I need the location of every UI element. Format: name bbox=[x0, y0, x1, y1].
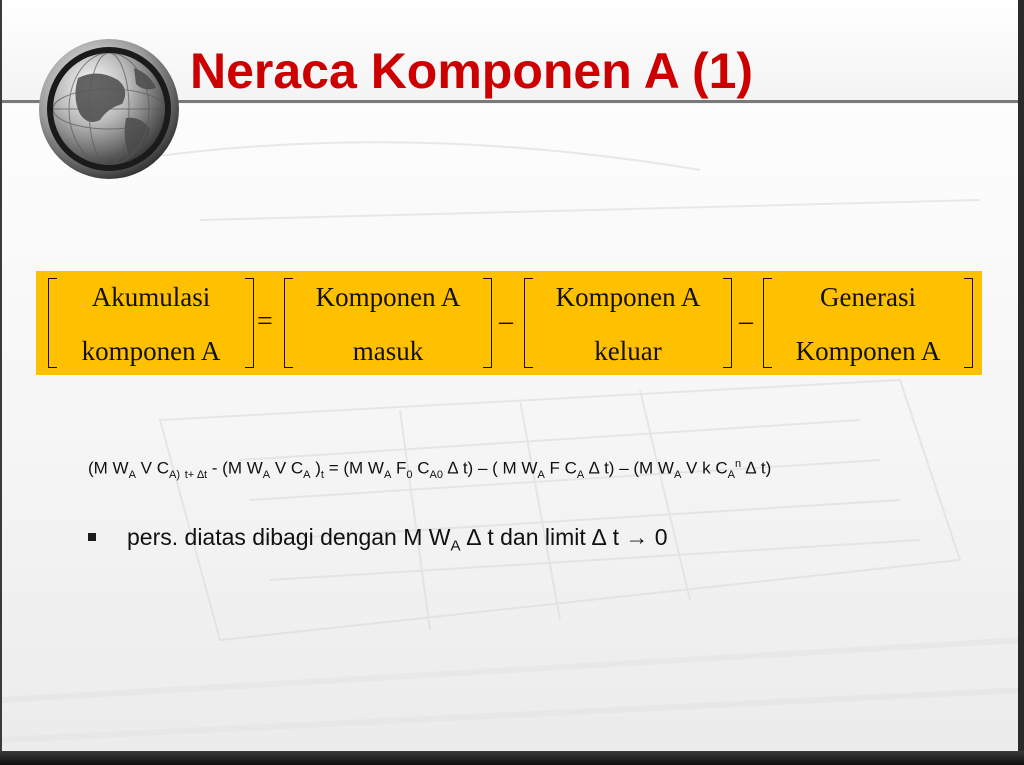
text-segment: ) bbox=[310, 458, 321, 478]
text-segment: C bbox=[412, 458, 430, 478]
frame-right-edge bbox=[1018, 0, 1024, 765]
frame-bottom-edge bbox=[0, 751, 1024, 765]
subscript: A bbox=[576, 469, 585, 482]
subscript: 0 bbox=[406, 469, 413, 482]
subscript: t bbox=[320, 469, 324, 482]
bracket-left bbox=[763, 278, 772, 368]
square-bullet-icon bbox=[88, 533, 96, 541]
matrix-akumulasi bbox=[48, 278, 254, 368]
bracket-right bbox=[483, 278, 492, 368]
bracket-right bbox=[245, 278, 254, 368]
text-segment: (M W bbox=[88, 458, 129, 478]
subscript: A bbox=[673, 469, 682, 482]
subscript: A bbox=[262, 469, 271, 482]
matrix-cell: keluar bbox=[594, 336, 662, 366]
matrix-cell: Komponen A bbox=[795, 336, 941, 366]
subscript: A bbox=[303, 469, 311, 482]
text-segment: F C bbox=[544, 458, 577, 478]
text-segment: = (M W bbox=[323, 458, 384, 478]
page-title: Neraca Komponen A (1) bbox=[190, 43, 754, 99]
text-segment: pers. diatas dibagi dengan M W bbox=[127, 524, 451, 550]
text-segment: ∆ t) – (M W bbox=[584, 458, 674, 478]
text-segment: ∆ t) bbox=[741, 458, 772, 478]
bracket-right bbox=[964, 278, 973, 368]
matrix-cell: Komponen A bbox=[555, 282, 701, 312]
text-segment: ∆ t) – ( M W bbox=[442, 458, 538, 478]
equals-operator: = bbox=[257, 306, 273, 337]
bullet-text bbox=[127, 524, 668, 555]
subscript: A bbox=[727, 469, 735, 482]
matrix-cell: Akumulasi bbox=[91, 282, 211, 312]
subscript: A bbox=[537, 469, 545, 482]
text-segment: V C bbox=[270, 458, 304, 478]
subscript: A bbox=[128, 469, 136, 482]
subscript: t+ ∆t bbox=[184, 469, 208, 482]
globe-icon bbox=[38, 38, 180, 180]
minus-operator: – bbox=[739, 306, 753, 337]
matrix-cell: Komponen A bbox=[315, 282, 461, 312]
matrix-keluar bbox=[524, 278, 732, 368]
matrix-masuk bbox=[284, 278, 492, 368]
text-segment: - (M W bbox=[207, 458, 263, 478]
bracket-right bbox=[723, 278, 732, 368]
bracket-left bbox=[524, 278, 533, 368]
subscript: A bbox=[450, 537, 461, 555]
text-segment: F bbox=[391, 458, 407, 478]
mass-balance-formula bbox=[88, 458, 771, 481]
subscript: A bbox=[383, 469, 392, 482]
matrix-cell: komponen A bbox=[81, 336, 221, 366]
subscript: A0 bbox=[429, 469, 443, 482]
frame-left-edge bbox=[0, 0, 2, 765]
subscript: A) bbox=[169, 469, 180, 482]
bracket-left bbox=[284, 278, 293, 368]
matrix-cell: masuk bbox=[352, 336, 424, 366]
matrix-cell: Generasi bbox=[820, 282, 916, 312]
text-segment: V k C bbox=[681, 458, 728, 478]
minus-operator: – bbox=[499, 306, 513, 337]
superscript: n bbox=[734, 458, 742, 470]
bracket-left bbox=[48, 278, 57, 368]
matrix-generasi bbox=[763, 278, 973, 368]
bullet-item bbox=[88, 524, 668, 555]
text-segment: ∆ t dan limit ∆ t → 0 bbox=[460, 524, 668, 550]
text-segment: V C bbox=[135, 458, 169, 478]
equation-box bbox=[36, 271, 982, 375]
bullet-list bbox=[88, 524, 668, 555]
